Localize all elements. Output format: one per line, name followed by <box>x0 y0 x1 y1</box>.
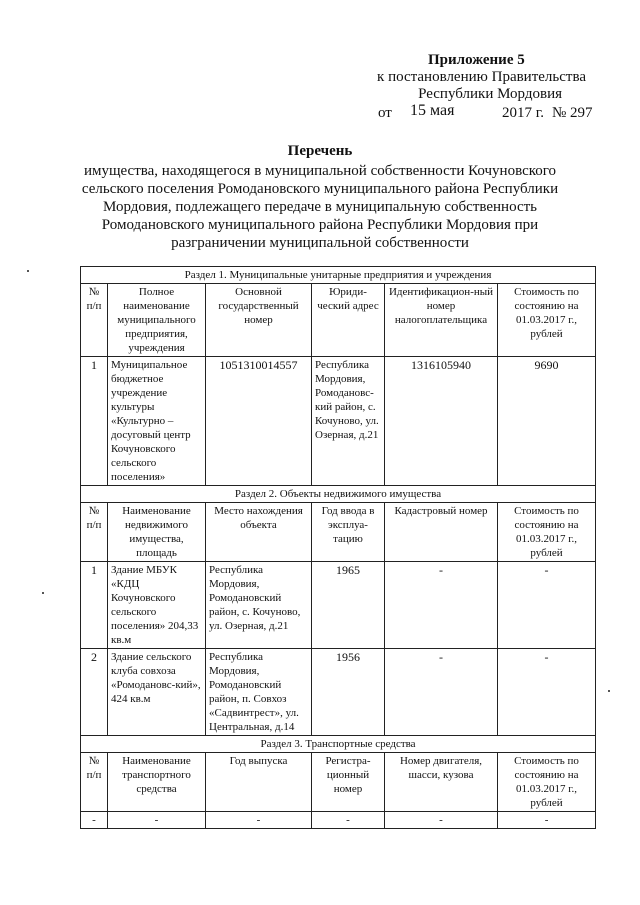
table-row <box>81 812 596 829</box>
row-number: 1 <box>81 562 108 649</box>
cost-value: 9690 <box>498 357 596 486</box>
property-name: Здание сельского клуба совхоза «Ромодановс-кий», 424 кв.м <box>108 649 206 736</box>
table-row <box>81 562 596 649</box>
cadastral-number: - <box>385 562 498 649</box>
scan-speck <box>608 690 610 692</box>
scan-speck <box>27 270 29 272</box>
column-header: Год ввода в эксплуа-тацию <box>312 503 385 562</box>
section-3-title: Раздел 3. Транспортные средства <box>81 736 596 753</box>
appendix-day-month: 15 мая <box>410 102 455 119</box>
column-header: Юриди-ческий адрес <box>312 284 385 357</box>
heading-line-1: имущества, находящегося в муниципальной собственности Кочуновского <box>83 163 557 179</box>
cost-value: - <box>498 812 596 829</box>
heading-line-4: Ромодановского муниципального района Республики Мордовия при <box>101 217 539 233</box>
property-location: Республика Мордовия, Ромодановский район, п. Совхоз «Садвинтрест», ул. Центральная, д.14 <box>206 649 312 736</box>
heading-line-3: Мордовия, подлежащего передаче в муниципальную собственность <box>102 199 538 215</box>
engine-chassis-number: - <box>385 812 498 829</box>
table-row <box>81 649 596 736</box>
column-header: № п/п <box>81 503 108 562</box>
vehicle-name: - <box>108 812 206 829</box>
column-header: Стоимость по состоянию на 01.03.2017 г., рублей <box>498 284 596 357</box>
section-1-header-row <box>81 284 596 357</box>
column-header: Номер двигателя, шасси, кузова <box>385 753 498 812</box>
appendix-line-1: к постановлению Правительства <box>377 69 586 85</box>
section-1-title: Раздел 1. Муниципальные унитарные предприятия и учреждения <box>81 267 596 284</box>
section-1-title-row <box>81 267 596 284</box>
column-header: Место нахождения объекта <box>206 503 312 562</box>
document-title: Перечень <box>287 143 353 159</box>
property-table <box>80 266 596 829</box>
column-header: Наименование недвижимого имущества, площадь <box>108 503 206 562</box>
row-number: 1 <box>81 357 108 486</box>
appendix-title: Приложение 5 <box>428 52 525 68</box>
section-2-header-row <box>81 503 596 562</box>
appendix-line-2: Республики Мордовия <box>418 86 562 102</box>
registration-number: 1051310014557 <box>206 357 312 486</box>
document-heading <box>60 142 580 252</box>
column-header: Стоимость по состоянию на 01.03.2017 г., рублей <box>498 753 596 812</box>
heading-line-5: разграничении муниципальной собственности <box>171 235 469 251</box>
section-3-header-row <box>81 753 596 812</box>
column-header: Регистра-ционный номер <box>312 753 385 812</box>
column-header: Наименование транспортного средства <box>108 753 206 812</box>
row-number: - <box>81 812 108 829</box>
column-header: Стоимость по состоянию на 01.03.2017 г., рублей <box>498 503 596 562</box>
section-2-title-row <box>81 486 596 503</box>
column-header: Кадастровый номер <box>385 503 498 562</box>
manufacture-year: - <box>206 812 312 829</box>
column-header: № п/п <box>81 284 108 357</box>
appendix-number: № 297 <box>552 105 593 121</box>
taxpayer-id: 1316105940 <box>385 357 498 486</box>
column-header: Год выпуска <box>206 753 312 812</box>
registration-plate: - <box>312 812 385 829</box>
cadastral-number: - <box>385 649 498 736</box>
appendix-block <box>330 52 600 123</box>
commission-year: 1956 <box>312 649 385 736</box>
heading-line-2: сельского поселения Ромодановского муниципального района Республики <box>81 181 559 197</box>
section-3-title-row <box>81 736 596 753</box>
appendix-date-line <box>330 102 600 123</box>
column-header: № п/п <box>81 753 108 812</box>
appendix-year: 2017 г. <box>502 105 544 121</box>
row-number: 2 <box>81 649 108 736</box>
column-header: Полное наименование муниципального предприятия, учреждения <box>108 284 206 357</box>
organization-name: Муниципальное бюджетное учреждение культуры «Культурно – досуговый центр Кочуновского сельского поселения» <box>108 357 206 486</box>
table-row <box>81 357 596 486</box>
commission-year: 1965 <box>312 562 385 649</box>
cost-value: - <box>498 649 596 736</box>
column-header: Идентификацион-ный номер налогоплательщика <box>385 284 498 357</box>
section-2-title: Раздел 2. Объекты недвижимого имущества <box>81 486 596 503</box>
scan-speck <box>42 592 44 594</box>
appendix-from: от <box>378 105 392 121</box>
column-header: Основной государственный номер <box>206 284 312 357</box>
property-location: Республика Мордовия, Ромодановский район, с. Кочуново, ул. Озерная, д.21 <box>206 562 312 649</box>
cost-value: - <box>498 562 596 649</box>
legal-address: Республика Мордовия, Ромодановс-кий район, с. Кочуново, ул. Озерная, д.21 <box>312 357 385 486</box>
property-name: Здание МБУК «КДЦ Кочуновского сельского поселения» 204,33 кв.м <box>108 562 206 649</box>
